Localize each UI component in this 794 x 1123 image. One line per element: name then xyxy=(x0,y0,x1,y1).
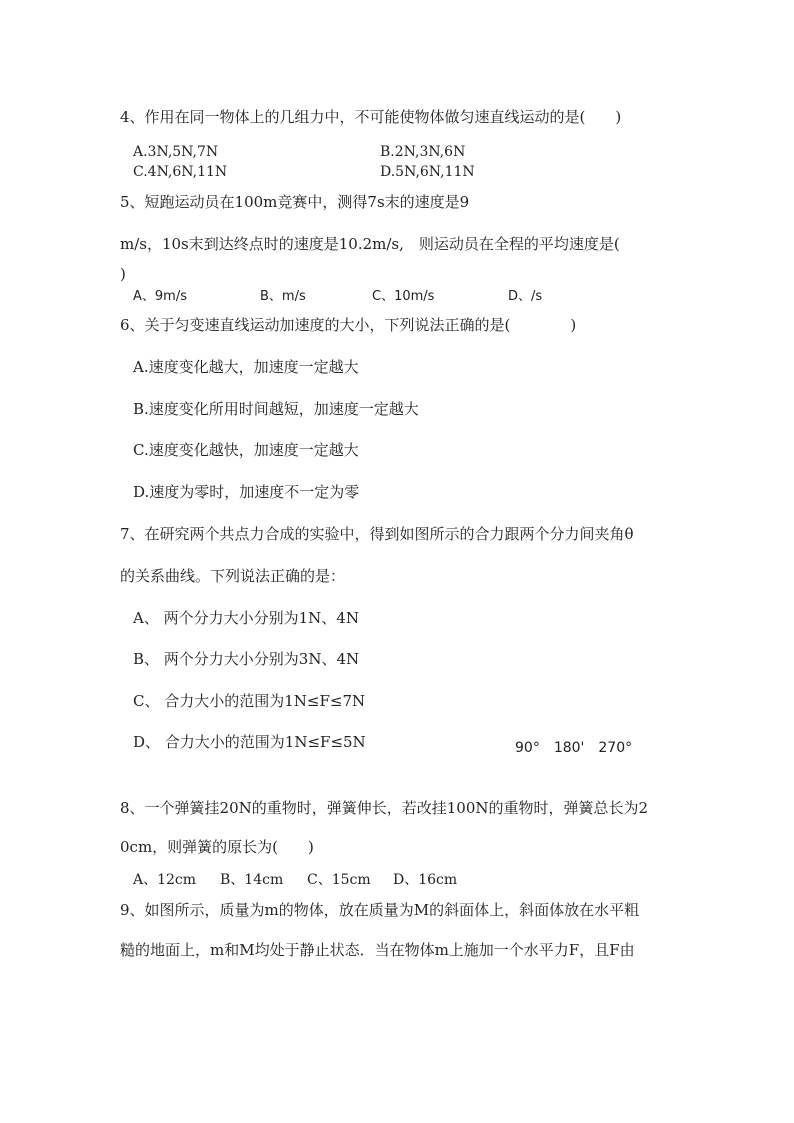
question-6-stem: 6、关于匀变速直线运动加速度的大小，下列说法正确的是( ) xyxy=(120,316,577,334)
question-6-option-a: A.速度变化越大，加速度一定越大 xyxy=(133,358,359,376)
question-7-angle-labels: 90° 180' 270° xyxy=(515,740,633,756)
question-7-option-b: B、 两个分力大小分别为3N、4N xyxy=(133,650,360,668)
question-5-option-a: A、9m/s xyxy=(133,289,187,304)
question-7-option-d: D、 合力大小的范围为1N≤F≤5N xyxy=(133,733,366,751)
question-8-option-b: B、14cm xyxy=(220,872,284,888)
question-6-option-b: B.速度变化所用时间越短，加速度一定越大 xyxy=(133,400,419,418)
question-5-option-c: C、10m/s xyxy=(372,289,435,304)
question-7-option-c: C、 合力大小的范围为1N≤F≤7N xyxy=(133,692,366,710)
question-9-line-2: 糙的地面上，m和M均处于静止状态．当在物体m上施加一个水平力F，且F由 xyxy=(120,941,635,959)
question-5-line-2: m/s，10s末到达终点时的速度是10.2m/s, 则运动员在全程的平均速度是( xyxy=(120,235,620,253)
question-4-option-c: C.4N,6N,11N xyxy=(133,164,228,180)
question-6-option-c: C.速度变化越快，加速度一定越大 xyxy=(133,441,359,459)
question-7-line-2: 的关系曲线。下列说法正确的是： xyxy=(120,567,346,585)
question-4-option-a: A.3N,5N,7N xyxy=(133,144,219,160)
question-4-option-b: B.2N,3N,6N xyxy=(380,144,466,160)
question-7-option-a: A、 两个分力大小分别为1N、4N xyxy=(133,609,359,627)
question-4-option-d: D.5N,6N,11N xyxy=(380,164,475,180)
question-5-option-d: D、/s xyxy=(508,289,543,304)
question-4-stem: 4、作用在同一物体上的几组力中，不可能使物体做匀速直线运动的是( ) xyxy=(120,108,622,126)
question-7-line-1: 7、在研究两个共点力合成的实验中，得到如图所示的合力跟两个分力间夹角θ xyxy=(120,525,634,543)
question-5-option-b: B、m/s xyxy=(260,289,306,304)
question-5-line-1: 5、短跑运动员在100m竞赛中，测得7s末的速度是9 xyxy=(120,193,470,211)
question-8-line-2: 0cm，则弹簧的原长为( ) xyxy=(120,838,314,856)
question-8-option-c: C、15cm xyxy=(307,872,371,888)
question-8-option-d: D、16cm xyxy=(393,872,458,888)
question-5-line-3: ) xyxy=(120,265,126,283)
question-8-option-a: A、12cm xyxy=(133,872,197,888)
question-8-line-1: 8、一个弹簧挂20N的重物时，弹簧伸长，若改挂100N的重物时，弹簧总长为2 xyxy=(120,799,649,817)
question-9-line-1: 9、如图所示，质量为m的物体，放在质量为M的斜面体上，斜面体放在水平粗 xyxy=(120,901,640,919)
question-6-option-d: D.速度为零时，加速度不一定为零 xyxy=(133,483,360,501)
